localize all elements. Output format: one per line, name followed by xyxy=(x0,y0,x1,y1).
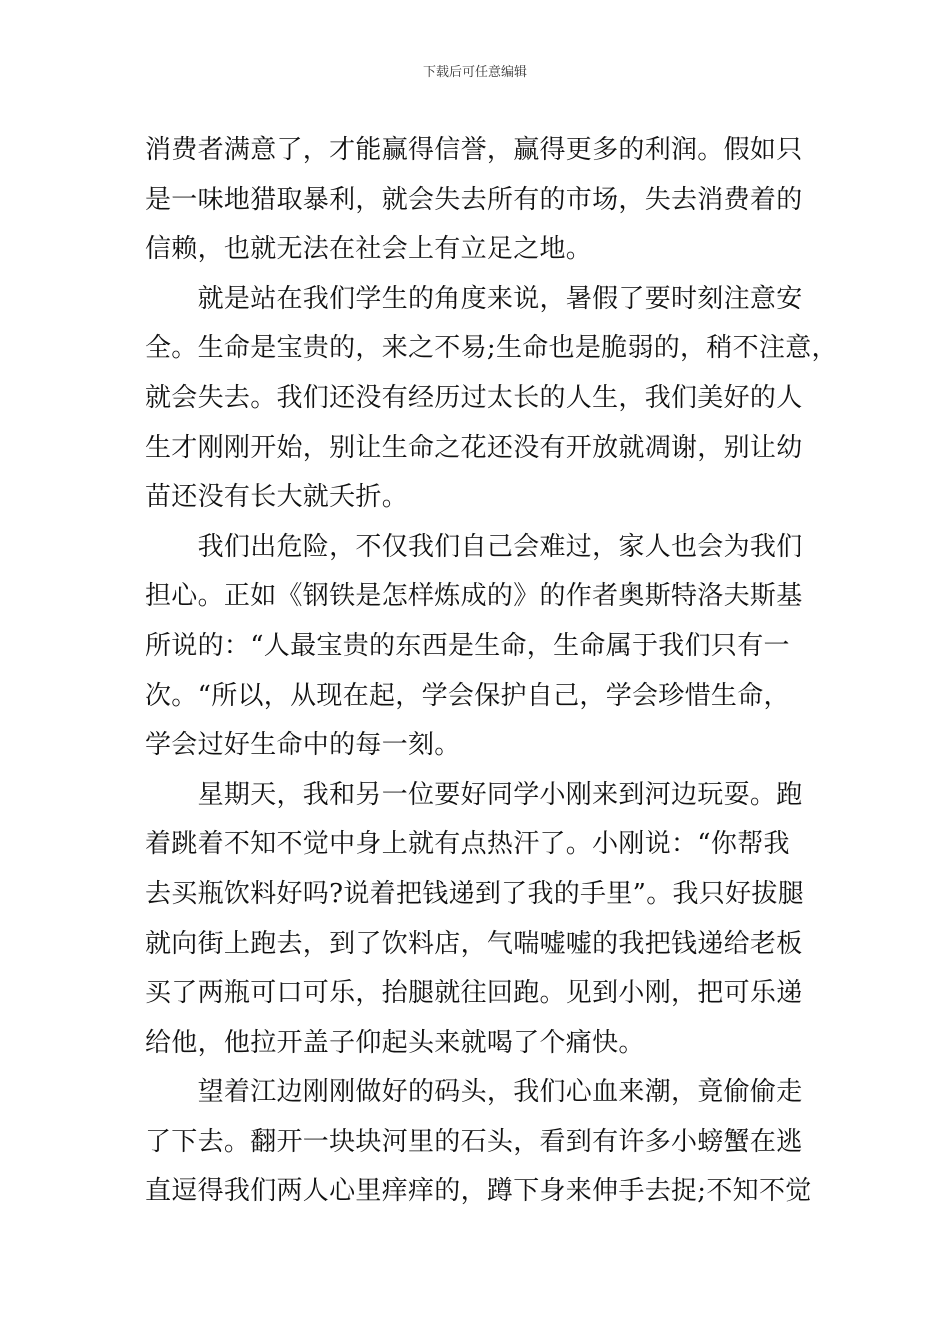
text-line: 全。生命是宝贵的，来之不易;生命也是脆弱的，稍不注意， xyxy=(145,333,838,364)
text-line: 担心。正如《钢铁是怎样炼成的》的作者奥斯特洛夫斯基 xyxy=(145,581,803,612)
text-line: 着跳着不知不觉中身上就有点热汗了。小刚说：“你帮我 xyxy=(145,829,790,860)
text-line: 是一味地猎取暴利，就会失去所有的市场，失去消费着的 xyxy=(145,184,803,215)
text-line: 次。“所以，从现在起，学会保护自己，学会珍惜生命， xyxy=(145,680,790,711)
text-line: 了下去。翻开一块块河里的石头，看到有许多小螃蟹在逃 xyxy=(145,1126,803,1157)
text-line: 就会失去。我们还没有经历过太长的人生，我们美好的人 xyxy=(145,382,803,413)
text-line: 生才刚刚开始，别让生命之花还没有开放就凋谢，别让幼 xyxy=(145,432,803,463)
text-line: 所说的：“人最宝贵的东西是生命，生命属于我们只有一 xyxy=(145,630,790,661)
text-line: 信赖，也就无法在社会上有立足之地。 xyxy=(145,234,593,265)
text-line: 就是站在我们学生的角度来说，暑假了要时刻注意安 xyxy=(145,283,803,314)
text-line: 我们出危险，不仅我们自己会难过，家人也会为我们 xyxy=(145,531,803,562)
text-line: 消费者满意了，才能赢得信誉，赢得更多的利润。假如只 xyxy=(145,135,803,165)
text-line: 望着江边刚刚做好的码头，我们心血来潮，竟偷偷走 xyxy=(145,1077,803,1108)
text-line: 给他，他拉开盖子仰起头来就喝了个痛快。 xyxy=(145,1027,645,1058)
text-line: 买了两瓶可口可乐，抬腿就往回跑。见到小刚，把可乐递 xyxy=(145,978,803,1009)
text-line: 星期天，我和另一位要好同学小刚来到河边玩耍。跑 xyxy=(145,779,803,810)
text-line: 直逗得我们两人心里痒痒的，蹲下身来伸手去捉;不知不觉 xyxy=(145,1176,812,1207)
text-line: 去买瓶饮料好吗?说着把钱递到了我的手里”。我只好拔腿 xyxy=(145,878,805,909)
page-header: 下载后可任意编辑 xyxy=(422,65,527,80)
text-line: 苗还没有长大就夭折。 xyxy=(145,482,409,513)
text-line: 学会过好生命中的每一刻。 xyxy=(145,730,461,761)
text-line: 就向街上跑去，到了饮料店，气喘嘘嘘的我把钱递给老板 xyxy=(145,928,803,959)
document-body xyxy=(145,126,838,1217)
